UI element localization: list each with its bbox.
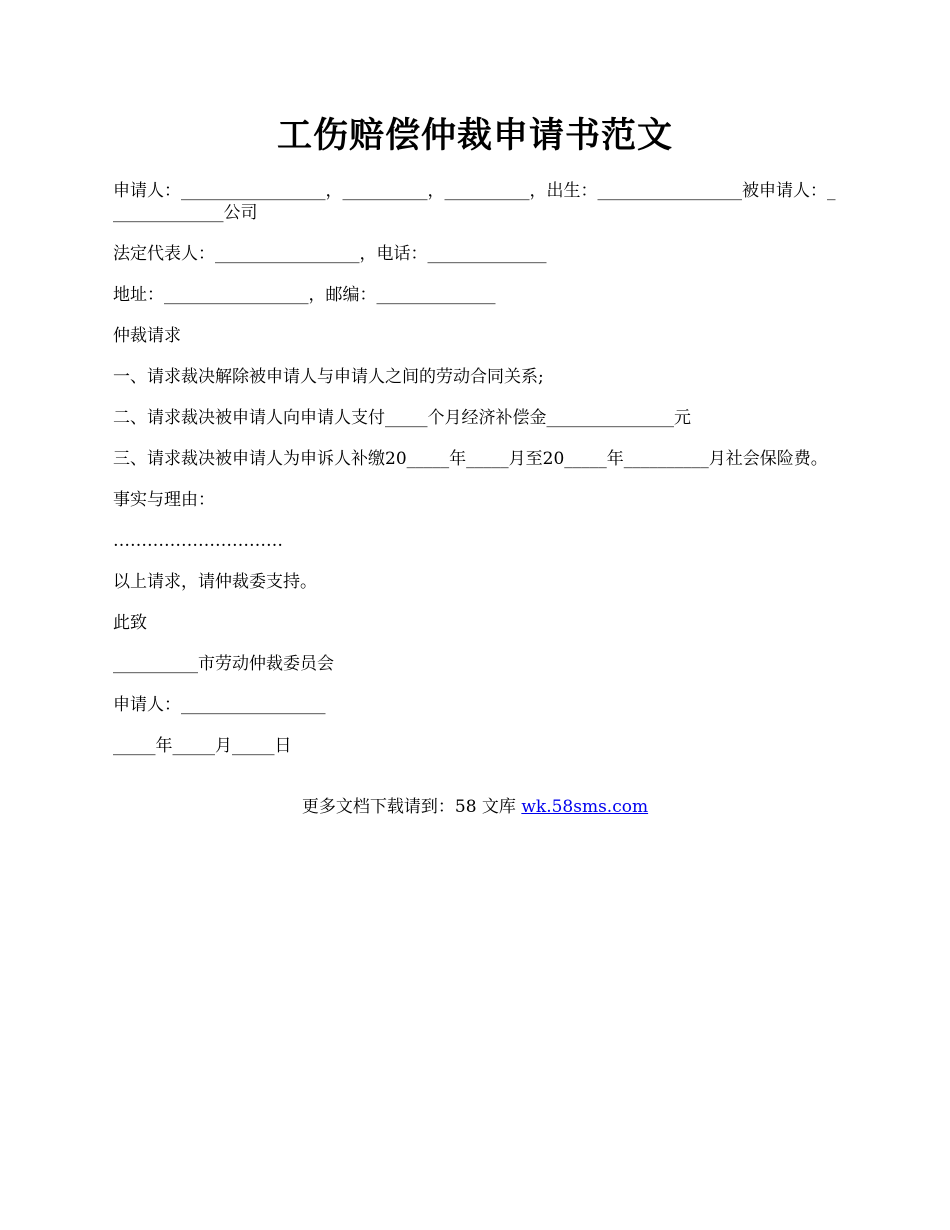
document-body — [113, 180, 840, 776]
recipient-committee: __________市劳动仲裁委员会 — [113, 654, 334, 674]
applicant-info-line: 申请人：_________________，__________，__________，出生：_________________被申请人：______________公司 — [113, 181, 836, 223]
address-line: 地址：_________________，邮编：______________ — [113, 285, 496, 305]
request-item-3: 三、请求裁决被申请人为申诉人补缴20_____年_____月至20_____年__________月社会保险费。 — [113, 449, 828, 469]
salutation: 此致 — [113, 613, 147, 633]
footer-text: 更多文档下载请到：58 文库 — [301, 797, 522, 817]
request-item-1: 一、请求裁决解除被申请人与申请人之间的劳动合同关系; — [113, 367, 544, 387]
download-footer — [0, 796, 950, 818]
facts-placeholder: ………………………… — [113, 531, 283, 551]
document-title: 工伤赔偿仲裁申请书范文 — [276, 115, 673, 156]
closing-request: 以上请求，请仲裁委支持。 — [113, 572, 317, 592]
facts-and-reasons-heading: 事实与理由： — [113, 490, 215, 510]
applicant-signature-line: 申请人：_________________ — [113, 695, 326, 715]
legal-representative-line: 法定代表人：_________________，电话：______________ — [113, 244, 547, 264]
date-line: _____年_____月_____日 — [113, 736, 292, 756]
footer-website-link[interactable]: wk.58sms.com — [521, 797, 649, 817]
arbitration-request-heading: 仲裁请求 — [113, 326, 181, 346]
request-item-2: 二、请求裁决被申请人向申请人支付_____个月经济补偿金_______________元 — [113, 408, 691, 428]
